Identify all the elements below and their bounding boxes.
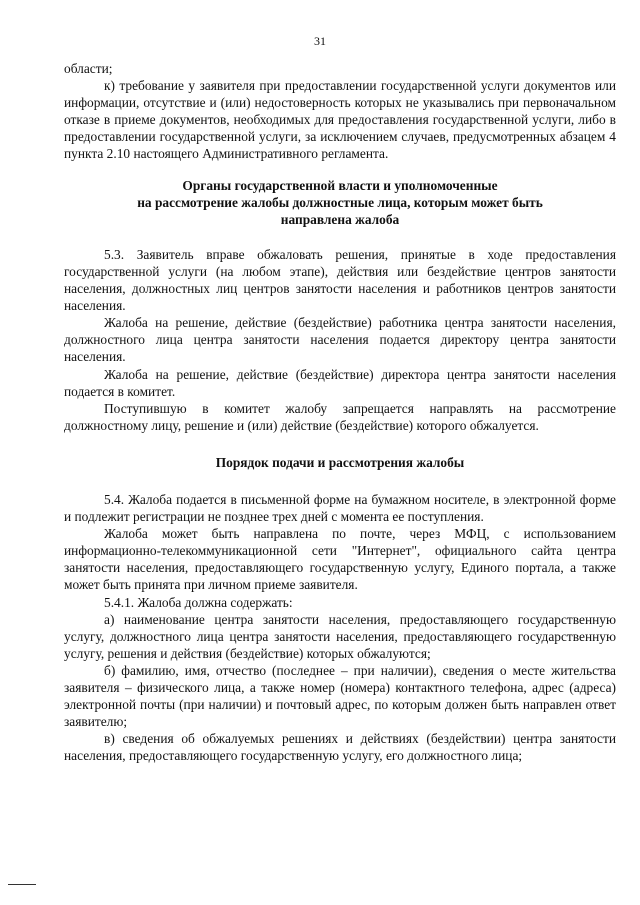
paragraph-5-4-1: 5.4.1. Жалоба должна содержать: [104,594,293,610]
paragraph-5-4-channels: Жалоба может быть направлена по почте, через МФЦ, с использованием информационно-телекоммуникационной сети "Интернет", официального сайта центра занятости населения, предоставляющего государственную услугу, Единого портала, а также может быть принята при личном приеме заявителя. [64,526,616,593]
paragraph-5-4: 5.4. Жалоба подается в письменной форме на бумажном носителе, в электронной форме и подлежит регистрации не позднее трех дней с момента ее поступления. [64,491,616,525]
paragraph-5-3-complaint-director: Жалоба на решение, действие (бездействие) работника центра занятости населения, должностного лица центра занятости населения подается директору центра занятости населения. [64,315,616,365]
paragraph-5-3-complaint-committee: Жалоба на решение, действие (бездействие) директора центра занятости населения подается в комитет. [64,366,616,399]
list-item-a: а) наименование центра занятости населения, предоставляющего государственную услугу, должностного лица центра занятости населения, предоставляющего государственную услугу, решения и действия (бездействие) которых обжалуются; [64,611,616,661]
list-item-b: б) фамилию, имя, отчество (последнее – при наличии), сведения о месте жительства заявителя – физического лица, а также номер (номера) контактного телефона, адрес (адреса) электронной почты (при наличии) и почтовый адрес, по которым должен быть направлен ответ заявителю; [64,662,616,730]
intro-fragment: области; [64,61,113,76]
heading-line: на рассмотрение жалобы должностные лица, которым может быть [137,194,543,210]
heading-line: Органы государственной власти и уполномоченные [182,177,498,193]
heading-line: направлена жалоба [280,211,400,227]
document-body [64,60,616,764]
section-heading-procedure: Порядок подачи и рассмотрения жалобы [215,454,465,470]
page-number: 31 [314,34,326,48]
section-heading-authorities [64,177,616,228]
list-item-k: к) требование у заявителя при предоставлении государственной услуги документов или информации, отсутствие и (или) недостоверность которых не указывались при первоначальном отказе в приеме документов, необходимых для предоставления государственной услуги, либо в предоставлении государственной услуги, за исключением случаев, предусмотренных абзацем 4 пункта 2.10 настоящего Административного регламента. [64,78,616,162]
footer-divider [8,884,36,885]
paragraph-5-3: 5.3. Заявитель вправе обжаловать решения, принятые в ходе предоставления государственной услуги (на любом этапе), действия или бездействие центров занятости населения, должностных лиц центров занятости населения и работников центров занятости населения. [64,246,616,314]
paragraph-5-3-prohibition: Поступившую в комитет жалобу запрещается направлять на рассмотрение должностному лицу, решение и (или) действие (бездействие) которого обжалуется. [64,400,616,433]
list-item-v: в) сведения об обжалуемых решениях и действиях (бездействии) центра занятости населения, предоставляющего государственную услугу, его должностного лица; [64,731,616,764]
